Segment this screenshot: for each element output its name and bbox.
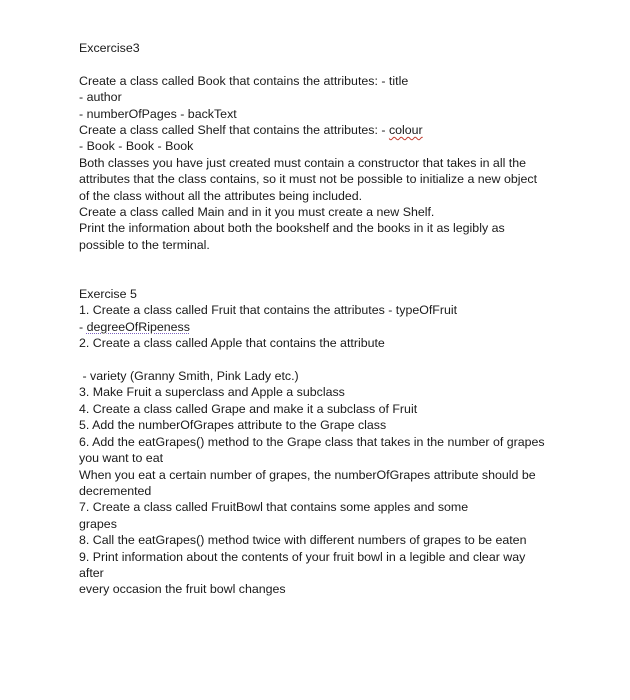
document-body — [79, 40, 619, 598]
exercise5-line: 5. Add the numberOfGrapes attribute to the Grape class — [79, 418, 387, 433]
exercise5-line: 2. Create a class called Apple that contains the attribute — [79, 336, 385, 351]
exercise5-text: - — [79, 319, 87, 334]
blank-line — [79, 352, 619, 368]
exercise5-line: after — [79, 565, 104, 580]
exercise5-line: 8. Call the eatGrapes() method twice with different numbers of grapes to be eaten — [79, 533, 527, 548]
exercise5-line: 1. Create a class called Fruit that contains the attributes - typeOfFruit — [79, 303, 458, 318]
exercise3-text: Create a class called Shelf that contains the attributes: - — [79, 123, 389, 138]
exercise3-line: - numberOfPages - backText — [79, 106, 237, 121]
exercise5-line: 7. Create a class called FruitBowl that contains some apples and some — [79, 500, 469, 515]
blank-line — [79, 253, 619, 269]
exercise5-line: When you eat a certain number of grapes, the numberOfGrapes attribute should be — [79, 467, 536, 482]
exercise3-line: - Book - Book - Book — [79, 139, 194, 154]
exercise3-line: of the class without all the attributes being included. — [79, 188, 363, 203]
exercise5-line: you want to eat — [79, 451, 164, 466]
exercise5-line: 4. Create a class called Grape and make it a subclass of Fruit — [79, 401, 418, 416]
exercise3-line: attributes that the class contains, so it must not be possible to initialize a new object — [79, 172, 538, 187]
exercise5-line: grapes — [79, 516, 117, 531]
exercise5-title: Exercise 5 — [79, 287, 137, 302]
exercise3-line: Both classes you have just created must contain a constructor that takes in all the — [79, 155, 526, 170]
spellcheck-word[interactable]: colour — [388, 123, 423, 138]
exercise5-line: 3. Make Fruit a superclass and Apple a subclass — [79, 385, 345, 400]
exercise3-line: Create a class called Book that contains the attributes: - title — [79, 73, 409, 88]
exercise5-line: every occasion the fruit bowl changes — [79, 582, 286, 597]
exercise3-title: Excercise3 — [79, 41, 140, 55]
exercise3-line: Print the information about both the bookshelf and the books in it as legibly as — [79, 221, 505, 236]
exercise5-line: decremented — [79, 483, 152, 498]
exercise3-line: - author — [79, 90, 122, 105]
exercise5-line: 9. Print information about the contents of your fruit bowl in a legible and clear way — [79, 549, 526, 564]
blank-line — [79, 56, 619, 72]
exercise3-line: Create a class called Main and in it you must create a new Shelf. — [79, 205, 435, 220]
exercise5-line: 6. Add the eatGrapes() method to the Grape class that takes in the number of grapes — [79, 434, 545, 449]
exercise3-line — [79, 122, 619, 138]
blank-line — [79, 270, 619, 286]
exercise5-line: - variety (Granny Smith, Pink Lady etc.) — [79, 369, 299, 384]
grammar-word[interactable]: degreeOfRipeness — [86, 319, 190, 334]
exercise5-line — [79, 319, 619, 335]
exercise3-line: possible to the terminal. — [79, 237, 210, 252]
